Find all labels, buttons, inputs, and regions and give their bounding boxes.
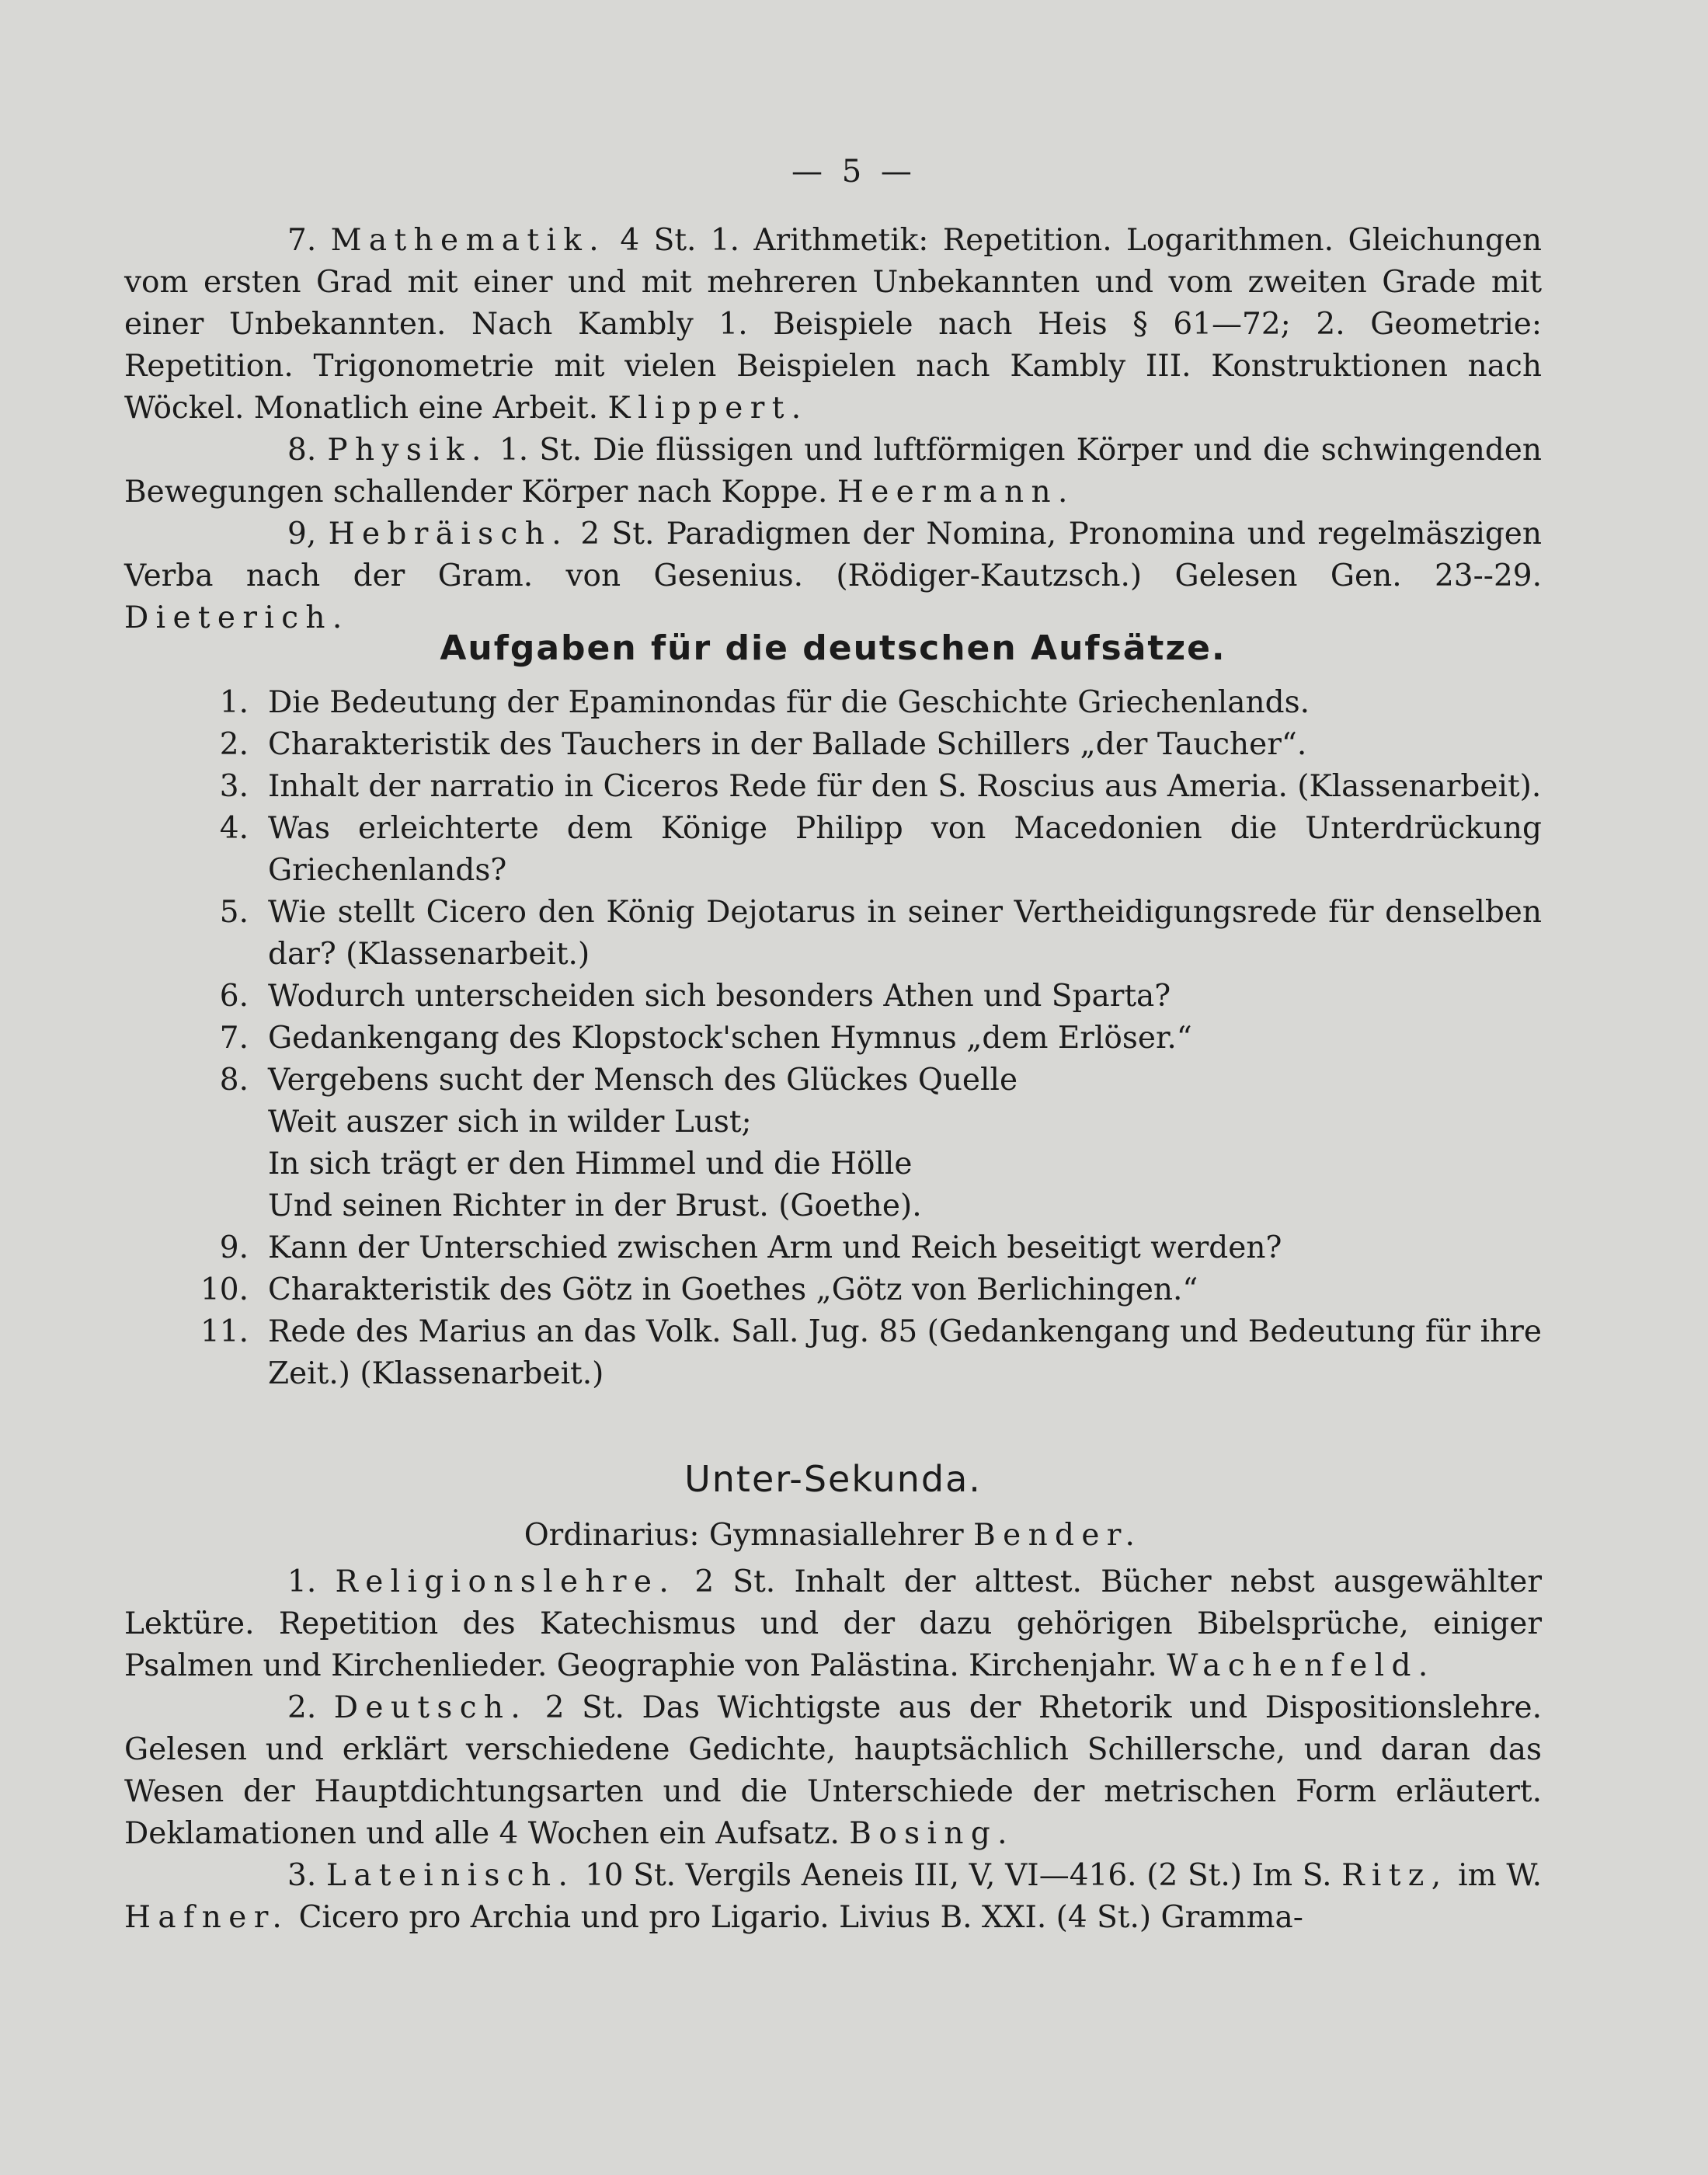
section-teacher: Wachenfeld. [1167,1648,1435,1683]
item-number: 9. [219,1230,249,1265]
item-text: Wie stellt Cicero den König Dejotarus in seiner Vertheidigungsrede für denselben dar? (Klassenarbeit.) [268,895,1542,972]
unter-sekunda-heading: Unter-Sekunda. [684,1458,982,1500]
section-number: 9, [287,517,317,552]
item-text: Die Bedeutung der Epaminondas für die Geschichte Griechenlands. [268,685,1310,720]
section-text: 10 St. Vergils Aeneis III, V, VI—416. (2 St.) Im S. [575,1858,1342,1893]
list-item [124,808,1542,892]
section-teacher: Ritz, [1341,1858,1449,1893]
section-physik [124,430,1542,513]
section-text: 4 St. 1. Arithmetik: Repetition. Logarithmen. Gleichungen vom ersten Grad mit einer und mit mehreren Unbekannten und vom zweiten Grade mit einer Unbekannten. Nach Kambly 1. Beispiele nach Heis § 61—72; 2. Geometrie: Repetition. Trigonometrie mit vielen Beispielen nach Kambly III. Konstruktionen nach Wöckel. Monatlich eine Arbeit. [124,223,1542,426]
item-text: Gedankengang des Klopstock'schen Hymnus „dem Erlöser.“ [268,1021,1192,1056]
poem-line: Und seinen Richter in der Brust. (Goethe). [268,1188,922,1223]
unter-sekunda-heading-block [124,1457,1542,1501]
section-subject: Physik. [327,433,489,468]
section-number: 3. [287,1858,317,1893]
section-number: 1. [287,1564,317,1599]
item-text: Charakteristik des Tauchers in der Ballade Schillers „der Taucher“. [268,727,1307,762]
list-item [124,976,1542,1018]
item-number: 8. [219,1063,249,1098]
list-item [124,682,1542,724]
item-number: 6. [219,979,249,1014]
item-number: 1. [219,685,249,720]
page-number: — 5 — [791,154,917,190]
unter-sekunda-sections [124,1561,1542,1939]
list-item [124,1227,1542,1269]
section-text: 1. St. Die flüssigen und luftförmigen Körper und die schwingenden Bewegungen schallender Körper nach Koppe. [124,433,1542,510]
list-item [124,1269,1542,1311]
section-subject: Deutsch. [333,1690,528,1725]
section-number: 2. [287,1690,317,1725]
list-item [124,766,1542,808]
section-subject: Lateinisch. [325,1858,576,1893]
section-text: im W. [1448,1858,1542,1893]
item-number: 3. [219,769,249,804]
list-item [124,1311,1542,1395]
section-text: 2 St. Das Wichtigste aus der Rhetorik und Dispositionslehre. Gelesen und erklärt verschiedene Gedichte, hauptsächlich Schillersche, und daran das Wesen der Hauptdichtungsarten und die Unterschiede der metrischen Form erläutert. Deklamationen und alle 4 Wochen ein Aufsatz. [124,1690,1542,1851]
poem-line: Weit auszer sich in wilder Lust; [268,1105,752,1140]
item-text: Charakteristik des Götz in Goethes „Götz von Berlichingen.“ [268,1272,1198,1307]
item-text: Wodurch unterscheiden sich besonders Athen und Sparta? [268,979,1171,1014]
section-text: Cicero pro Archia und pro Ligario. Livius B. XXI. (4 St.) Gramma- [289,1900,1303,1935]
section-subject: Mathematik. [330,223,607,258]
aufgaben-list [124,682,1542,1395]
section-lateinisch [124,1855,1542,1939]
section-hebraeisch [124,513,1542,639]
section-teacher: Dieterich. [124,600,350,635]
item-number: 5. [219,895,249,930]
aufgaben-heading: Aufgaben für die deutschen Aufsätze. [440,628,1226,668]
section-subject: Religionslehre. [335,1564,677,1599]
upper-sections [124,220,1542,639]
section-teacher: Hafner. [124,1900,290,1935]
item-text: Kann der Unterschied zwischen Arm und Reich beseitigt werden? [268,1230,1282,1265]
item-number: 11. [200,1314,249,1349]
poem-line: Vergebens sucht der Mensch des Glückes Quelle [268,1063,1018,1098]
ordinarius-line [124,1515,1542,1557]
section-text: 2 St. Paradigmen der Nomina, Pronomina und regelmäszigen Verba nach der Gram. von Gesenius. (Rödiger-Kautzsch.) Gelesen Gen. 23--29. [124,517,1542,593]
item-number: 7. [219,1021,249,1056]
section-text: 2 St. Inhalt der alttest. Bücher nebst ausgewählter Lektüre. Repetition des Katechismus und der dazu gehörigen Bibelsprüche, einiger Psalmen und Kirchenlieder. Geographie von Palästina. Kirchenjahr. [124,1564,1542,1683]
poem-line: In sich trägt er den Himmel und die Hölle [268,1147,913,1181]
ordinarius-label: Ordinarius: Gymnasiallehrer [524,1518,974,1553]
section-mathematik [124,220,1542,430]
section-number: 8. [287,433,317,468]
section-subject: Hebräisch. [328,517,569,552]
section-number: 7. [287,223,317,258]
list-item [124,724,1542,766]
item-text: Inhalt der narratio in Ciceros Rede für den S. Roscius aus Ameria. (Klassenarbeit). [268,769,1542,804]
ordinarius-name: Bender. [973,1518,1143,1553]
item-number: 4. [219,811,249,846]
list-item-poem [124,1060,1542,1227]
list-item [124,1018,1542,1060]
item-number: 2. [219,727,249,762]
section-teacher: Bosing. [849,1816,1014,1851]
aufgaben-list-block [124,682,1542,1395]
section-teacher: Heermann. [837,475,1075,510]
item-number: 10. [200,1272,249,1307]
section-religionslehre [124,1561,1542,1687]
poem-quote [268,1060,1542,1227]
item-text: Was erleichterte dem Könige Philipp von Macedonien die Unterdrückung Griechenlands? [268,811,1542,888]
section-deutsch [124,1687,1542,1855]
item-text: Rede des Marius an das Volk. Sall. Jug. 85 (Gedankengang und Bedeutung für ihre Zeit.) (Klassenarbeit.) [268,1314,1542,1391]
aufgaben-section [124,628,1542,670]
list-item [124,892,1542,976]
section-teacher: Klippert. [607,391,809,426]
